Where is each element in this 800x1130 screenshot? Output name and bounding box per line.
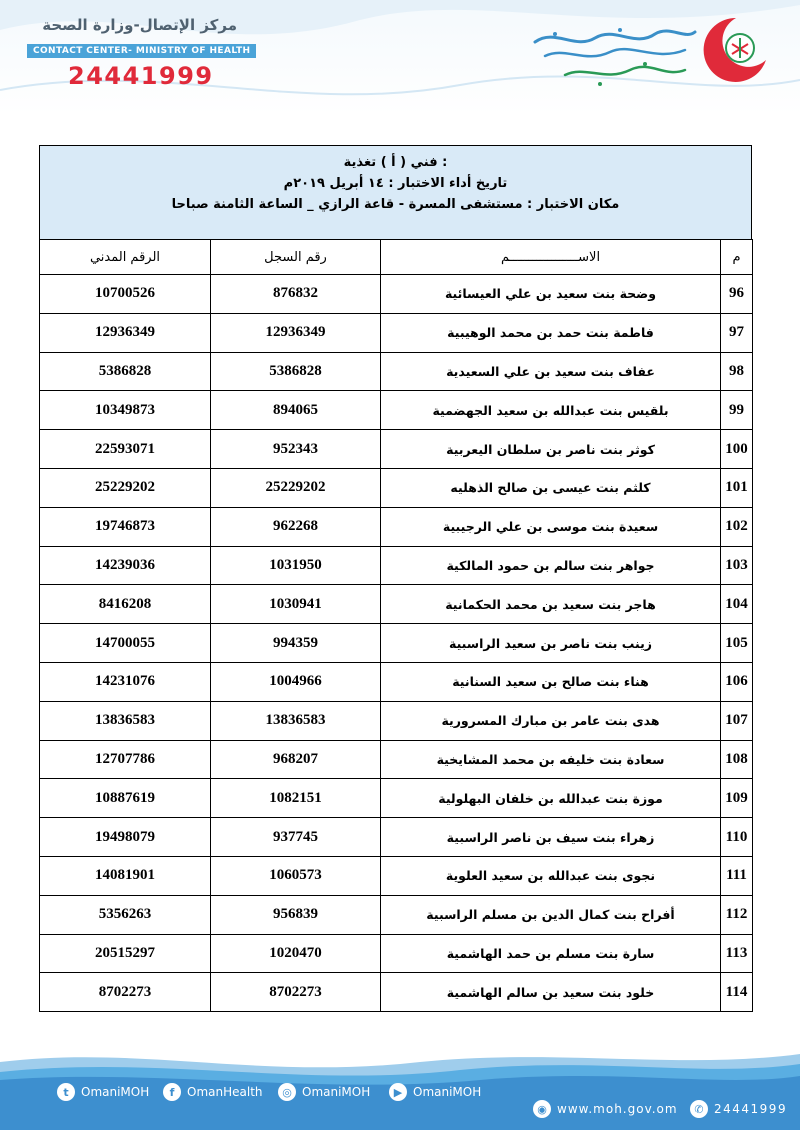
row-name: كوثر بنت ناصر بن سلطان اليعربية [381, 430, 721, 469]
row-civil-id: 12707786 [40, 740, 211, 779]
row-civil-id: 22593071 [40, 430, 211, 469]
row-civil-id: 10887619 [40, 779, 211, 818]
row-registration: 952343 [211, 430, 381, 469]
page-header [0, 0, 800, 115]
row-registration: 1031950 [211, 546, 381, 585]
table-row [40, 430, 753, 469]
contact-center-arabic: مركز الإتصال-وزارة الصحة [42, 16, 237, 34]
footer-phone[interactable] [690, 1100, 787, 1118]
row-number: 101 [721, 468, 753, 507]
row-civil-id: 8702273 [40, 973, 211, 1012]
twitter-icon: t [57, 1083, 75, 1101]
row-name: كلثم بنت عيسى بن صالح الذهليه [381, 468, 721, 507]
table-row [40, 779, 753, 818]
table-row [40, 973, 753, 1012]
row-name: عفاف بنت سعيد بن علي السعيدية [381, 352, 721, 391]
row-number: 99 [721, 391, 753, 430]
row-name: جواهر بنت سالم بن حمود المالكية [381, 546, 721, 585]
exam-title: : فني ( أ ) تغذية [343, 155, 448, 170]
row-civil-id: 12936349 [40, 313, 211, 352]
header-name: الاســــــــــــــــــم [381, 240, 721, 275]
row-number: 114 [721, 973, 753, 1012]
row-civil-id: 14081901 [40, 856, 211, 895]
table-header-row [40, 240, 753, 275]
youtube-icon: ▶ [389, 1083, 407, 1101]
instagram-handle: OmaniMOH [302, 1085, 371, 1099]
row-number: 107 [721, 701, 753, 740]
row-registration: 962268 [211, 507, 381, 546]
table-row [40, 624, 753, 663]
row-registration: 25229202 [211, 468, 381, 507]
row-name: سعادة بنت خليفه بن محمد المشايخية [381, 740, 721, 779]
phone-icon: ✆ [690, 1100, 708, 1118]
row-registration: 994359 [211, 624, 381, 663]
row-registration: 937745 [211, 818, 381, 857]
header-number: م [721, 240, 753, 275]
table-row [40, 585, 753, 624]
footer-youtube[interactable] [389, 1082, 481, 1102]
footer-facebook[interactable] [163, 1082, 263, 1102]
row-name: سارة بنت مسلم بن حمد الهاشمية [381, 934, 721, 973]
row-number: 97 [721, 313, 753, 352]
row-name: زينب بنت ناصر بن سعيد الراسبية [381, 624, 721, 663]
row-civil-id: 25229202 [40, 468, 211, 507]
facebook-icon: f [163, 1083, 181, 1101]
table-row [40, 701, 753, 740]
exam-location: مكان الاختبار : مستشفى المسرة - قاعة الرازي _ الساعة الثامنة صباحا [171, 197, 620, 212]
row-civil-id: 5356263 [40, 895, 211, 934]
table-row [40, 662, 753, 701]
row-name: وضحة بنت سعيد بن علي العيسائية [381, 275, 721, 314]
row-registration: 1082151 [211, 779, 381, 818]
footer-twitter[interactable] [57, 1082, 149, 1102]
row-number: 104 [721, 585, 753, 624]
instagram-icon: ◎ [278, 1083, 296, 1101]
table-row [40, 856, 753, 895]
row-civil-id: 14239036 [40, 546, 211, 585]
row-number: 110 [721, 818, 753, 857]
row-registration: 894065 [211, 391, 381, 430]
row-name: هناء بنت صالح بن سعيد السنانية [381, 662, 721, 701]
row-registration: 1030941 [211, 585, 381, 624]
page-footer [0, 1040, 800, 1130]
table-row [40, 934, 753, 973]
row-civil-id: 8416208 [40, 585, 211, 624]
table-row [40, 468, 753, 507]
row-name: موزة بنت عبدالله بن خلفان البهلولية [381, 779, 721, 818]
twitter-handle: OmaniMOH [81, 1085, 150, 1099]
row-name: فاطمة بنت حمد بن محمد الوهيبية [381, 313, 721, 352]
table-row [40, 352, 753, 391]
exam-date: تاريخ أداء الاختبار : ١٤ أبريل ٢٠١٩م [283, 176, 508, 191]
row-registration: 1060573 [211, 856, 381, 895]
footer-website[interactable] [533, 1100, 678, 1118]
moh-emblem-icon [700, 14, 772, 86]
row-number: 112 [721, 895, 753, 934]
exam-info-box [39, 145, 752, 240]
row-civil-id: 19746873 [40, 507, 211, 546]
row-name: سعيدة بنت موسى بن علي الرجيبية [381, 507, 721, 546]
row-registration: 956839 [211, 895, 381, 934]
row-number: 102 [721, 507, 753, 546]
header-civil-id: الرقم المدني [40, 240, 211, 275]
row-civil-id: 19498079 [40, 818, 211, 857]
table-row [40, 818, 753, 857]
row-number: 113 [721, 934, 753, 973]
youtube-handle: OmaniMOH [413, 1085, 482, 1099]
row-registration: 13836583 [211, 701, 381, 740]
row-name: هاجر بنت سعيد بن محمد الحكمانية [381, 585, 721, 624]
row-number: 111 [721, 856, 753, 895]
row-civil-id: 14700055 [40, 624, 211, 663]
row-name: بلقيس بنت عبدالله بن سعيد الجهضمية [381, 391, 721, 430]
row-civil-id: 10349873 [40, 391, 211, 430]
table-row [40, 275, 753, 314]
website-url: www.moh.gov.om [557, 1102, 678, 1116]
row-number: 108 [721, 740, 753, 779]
contact-center-english: CONTACT CENTER- MINISTRY OF HEALTH [27, 44, 256, 58]
row-name: خلود بنت سعيد بن سالم الهاشمية [381, 973, 721, 1012]
footer-phone-number: 24441999 [714, 1102, 788, 1116]
row-registration: 12936349 [211, 313, 381, 352]
globe-icon: ◉ [533, 1100, 551, 1118]
row-name: هدى بنت عامر بن مبارك المسرورية [381, 701, 721, 740]
footer-instagram[interactable] [278, 1082, 370, 1102]
row-number: 98 [721, 352, 753, 391]
row-civil-id: 5386828 [40, 352, 211, 391]
row-number: 96 [721, 275, 753, 314]
row-name: نجوى بنت عبدالله بن سعيد العلوية [381, 856, 721, 895]
table-row [40, 740, 753, 779]
row-civil-id: 10700526 [40, 275, 211, 314]
exam-list-document [39, 145, 752, 1011]
row-registration: 5386828 [211, 352, 381, 391]
row-number: 106 [721, 662, 753, 701]
row-registration: 1020470 [211, 934, 381, 973]
table-row [40, 391, 753, 430]
table-row [40, 546, 753, 585]
row-number: 100 [721, 430, 753, 469]
row-name: أفراح بنت كمال الدين بن مسلم الراسبية [381, 895, 721, 934]
row-registration: 876832 [211, 275, 381, 314]
candidates-table [39, 239, 753, 1012]
facebook-handle: OmanHealth [187, 1085, 263, 1099]
row-number: 109 [721, 779, 753, 818]
table-row [40, 895, 753, 934]
ministry-calligraphy-logo [525, 20, 700, 90]
row-name: زهراء بنت سيف بن ناصر الراسبية [381, 818, 721, 857]
header-registration: رقم السجل [211, 240, 381, 275]
row-registration: 8702273 [211, 973, 381, 1012]
table-row [40, 507, 753, 546]
row-civil-id: 13836583 [40, 701, 211, 740]
row-registration: 968207 [211, 740, 381, 779]
row-civil-id: 14231076 [40, 662, 211, 701]
table-row [40, 313, 753, 352]
row-civil-id: 20515297 [40, 934, 211, 973]
contact-phone: 24441999 [68, 62, 214, 90]
row-registration: 1004966 [211, 662, 381, 701]
row-number: 105 [721, 624, 753, 663]
row-number: 103 [721, 546, 753, 585]
